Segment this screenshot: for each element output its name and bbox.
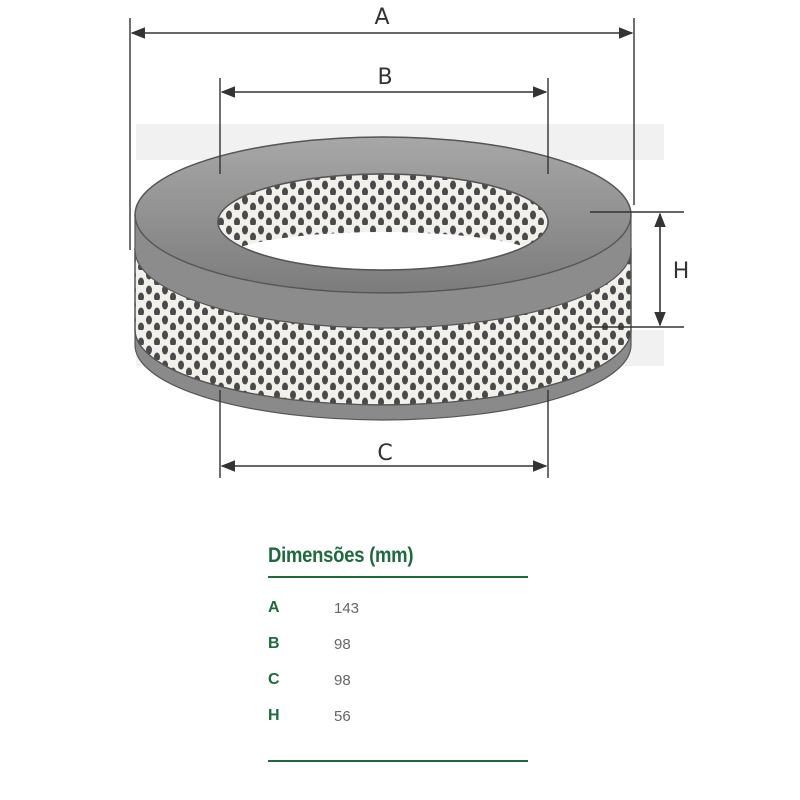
dimension-key: C [268, 671, 280, 688]
dimension-key: H [268, 707, 280, 724]
air-filter-ring [135, 137, 631, 420]
dimension-value: 98 [334, 671, 351, 689]
dimension-value: 98 [334, 635, 351, 653]
dimensions-table [268, 536, 528, 762]
dimension-c-label: C [377, 441, 393, 466]
dimensions-title: Dimensões (mm) [268, 544, 414, 567]
dimension-row-a [268, 590, 528, 626]
dimension-value: 56 [334, 707, 351, 725]
dimension-key: B [268, 635, 280, 652]
dimension-row-c [268, 662, 528, 698]
dimension-key: A [268, 599, 280, 616]
divider-bottom [268, 760, 528, 762]
dimension-h-label: H [672, 259, 690, 284]
dimension-b-label: B [377, 65, 393, 90]
dimension-value: 143 [334, 599, 360, 617]
dimension-row-b [268, 626, 528, 662]
dimension-a-label: A [374, 5, 390, 30]
dimension-row-h [268, 698, 528, 734]
dimensions-rows [268, 578, 528, 760]
